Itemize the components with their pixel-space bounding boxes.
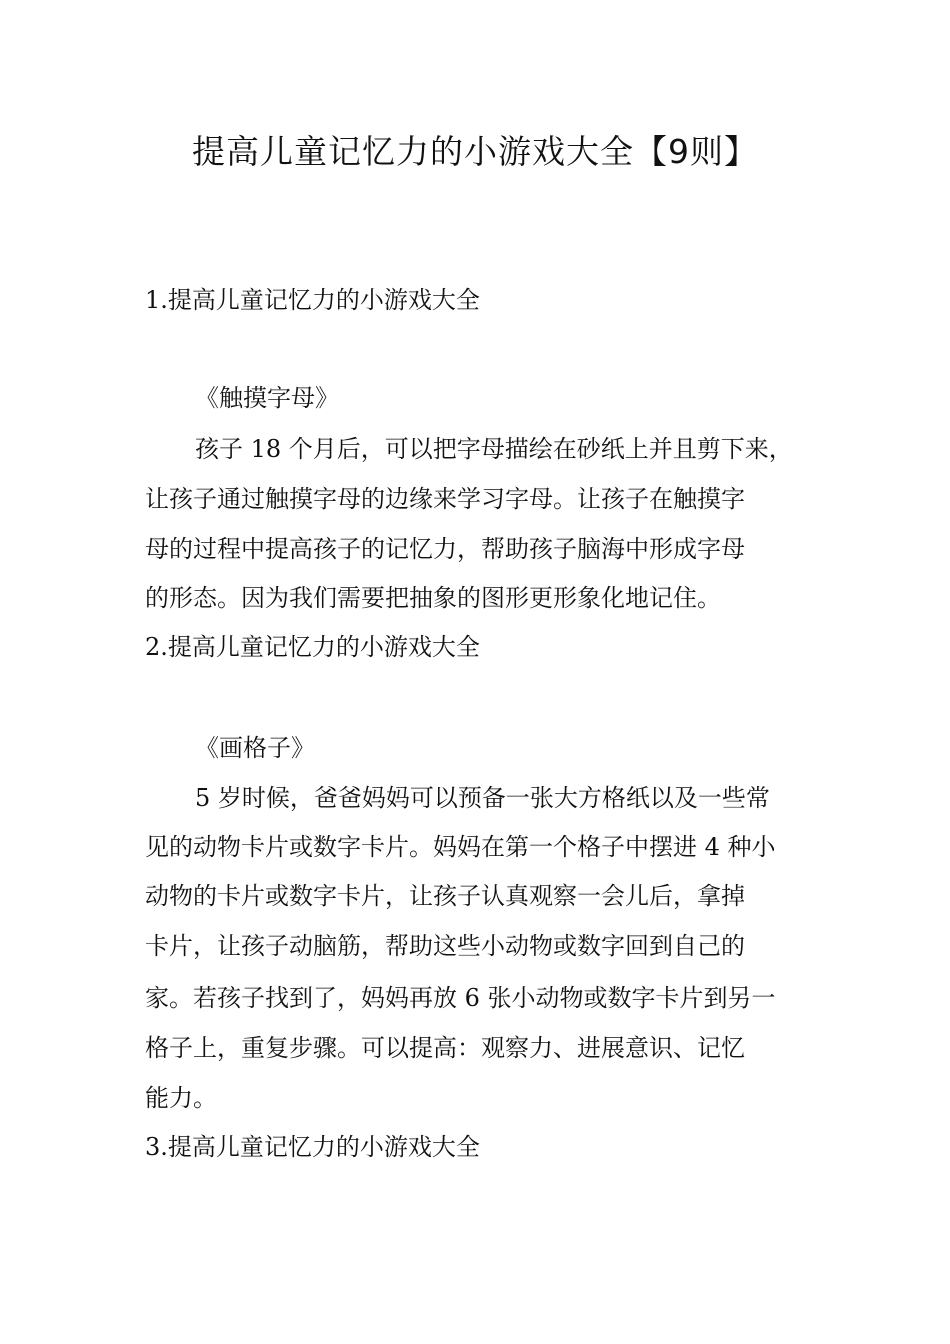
paragraph-line: 母的过程中提高孩子的记忆力，帮助孩子脑海中形成字母 xyxy=(145,535,745,563)
paragraph-line: 动物的卡片或数字卡片，让孩子认真观察一会儿后，拿掉 xyxy=(145,882,745,910)
paragraph-line: 卡片，让孩子动脑筋，帮助这些小动物或数字回到自己的 xyxy=(145,932,745,960)
paragraph-line: 见的动物卡片或数字卡片。妈妈在第一个格子中摆进 4 种小 xyxy=(145,833,776,861)
paragraph-line: 让孩子通过触摸字母的边缘来学习字母。让孩子在触摸字 xyxy=(145,485,745,513)
game-title-1: 《触摸字母》 xyxy=(195,384,339,412)
paragraph-line: 孩子 18 个月后，可以把字母描绘在砂纸上并且剪下来， xyxy=(195,435,793,463)
paragraph-line: 格子上，重复步骤。可以提高：观察力、进展意识、记忆 xyxy=(145,1034,745,1062)
paragraph-line: 的形态。因为我们需要把抽象的图形更形象化地记住。 xyxy=(145,584,721,612)
game-title-2: 《画格子》 xyxy=(195,734,315,762)
section-heading-3: 3.提高儿童记忆力的小游戏大全 xyxy=(145,1133,480,1161)
paragraph-line: 家。若孩子找到了，妈妈再放 6 张小动物或数字卡片到另一 xyxy=(145,984,776,1012)
paragraph-line: 能力。 xyxy=(145,1084,217,1112)
section-heading-2: 2.提高儿童记忆力的小游戏大全 xyxy=(145,633,480,661)
document-title: 提高儿童记忆力的小游戏大全【9则】 xyxy=(192,132,758,171)
paragraph-line: 5 岁时候，爸爸妈妈可以预备一张大方格纸以及一些常 xyxy=(195,784,770,812)
section-heading-1: 1.提高儿童记忆力的小游戏大全 xyxy=(145,286,480,314)
